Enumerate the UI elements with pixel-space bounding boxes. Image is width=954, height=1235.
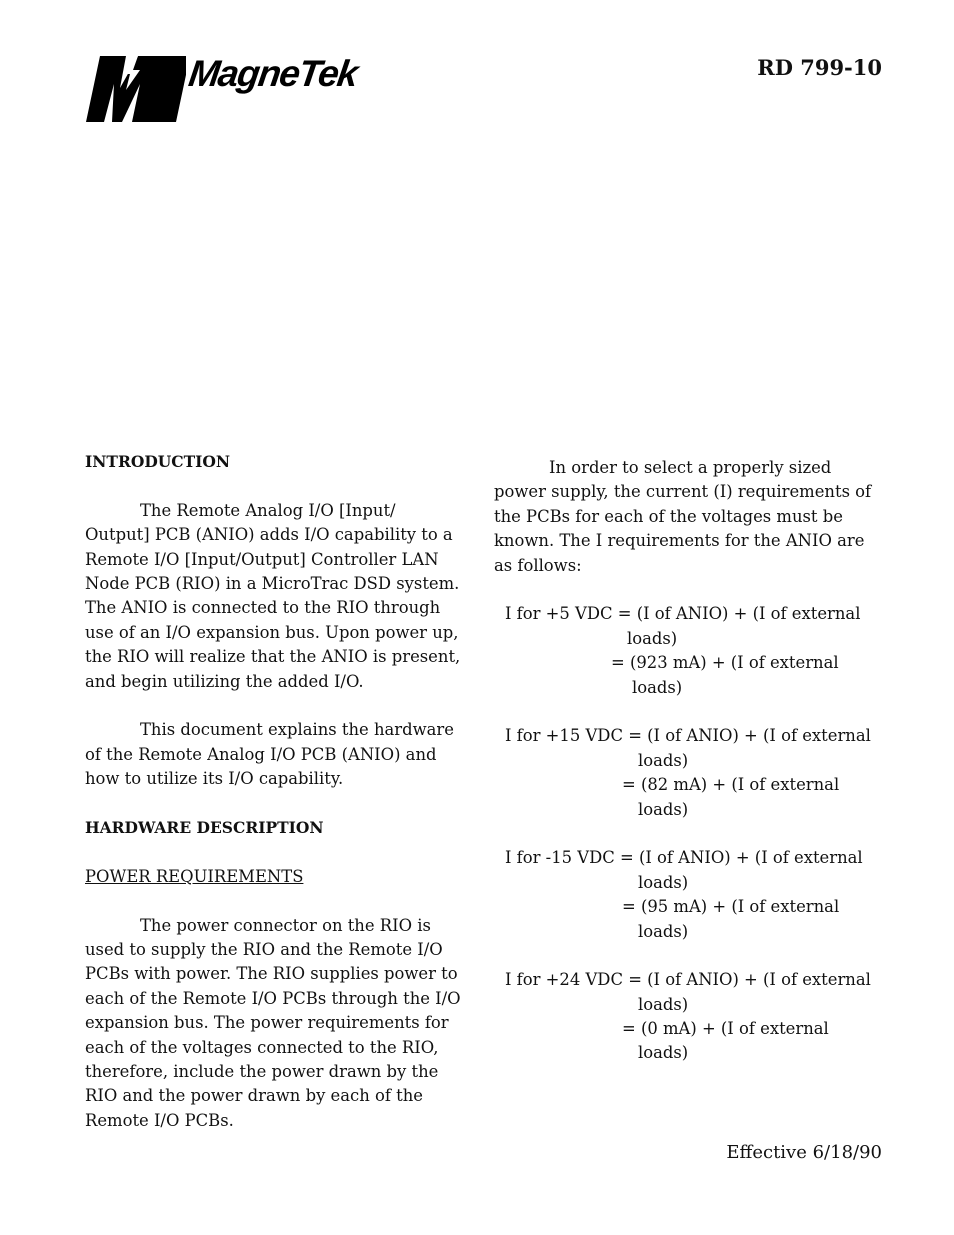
brand-name: MagneTek — [186, 53, 360, 94]
introduction-paragraph-2: This document explains the hardware of the Remote Analog I/O PCB (ANIO) and how to utilize its I/O capability. — [85, 720, 454, 789]
equation-line: loads) — [638, 750, 689, 770]
equation-plus-24-vdc — [494, 968, 884, 1066]
document-number: RD 799-10 — [757, 55, 882, 80]
equation-line: loads) — [632, 677, 683, 697]
effective-date: Effective 6/18/90 — [726, 1142, 882, 1163]
left-column — [85, 450, 465, 1158]
equation-line: loads) — [638, 799, 689, 819]
equation-line: = (95 mA) + (I of external — [622, 897, 840, 917]
equation-line: = (923 mA) + (I of external — [611, 653, 839, 673]
equation-plus-15-vdc — [494, 724, 884, 822]
current-requirements-intro: In order to select a properly sized power supply, the current (I) requirements of the PCBs for each of the voltages must be known. The I requirements for the ANIO are as follows: — [494, 458, 872, 575]
equation-line: = (82 mA) + (I of external — [622, 775, 840, 795]
equation-line: I for +5 VDC = (I of ANIO) + (I of external — [505, 604, 861, 624]
equation-line: loads) — [638, 994, 689, 1014]
introduction-paragraph-1: The Remote Analog I/O [Input/ Output] PCB (ANIO) adds I/O capability to a Remote I/O [Input/Output] Controller LAN Node PCB (RIO) in a MicroTrac DSD system. The ANIO is connected to the RIO through use of an I/O expansion bus. Upon power up, the RIO will realize that the ANIO is present, and begin utilizing the added I/O. — [85, 500, 461, 691]
power-requirements-paragraph: The power connector on the RIO is used to supply the RIO and the Remote I/O PCBs with power. The RIO supplies power to each of the Remote I/O PCBs through the I/O expansion bus. The power requirements for each of the voltages connected to the RIO, therefore, include the power drawn by the RIO and the power drawn by each of the Remote I/O PCBs. — [85, 915, 461, 1130]
equation-line: I for +24 VDC = (I of ANIO) + (I of external — [505, 970, 871, 990]
equation-line: I for +15 VDC = (I of ANIO) + (I of external — [505, 726, 871, 746]
equation-plus-5-vdc — [494, 602, 884, 700]
equation-line: loads) — [627, 628, 678, 648]
introduction-heading: INTRODUCTION — [85, 452, 231, 471]
equation-line: loads) — [638, 872, 689, 892]
equation-line: = (0 mA) + (I of external — [622, 1019, 829, 1039]
equation-minus-15-vdc — [494, 846, 884, 944]
magnetek-logo — [86, 54, 368, 124]
equation-line: loads) — [638, 921, 689, 941]
hardware-description-heading: HARDWARE DESCRIPTION — [85, 818, 324, 838]
equation-line: loads) — [638, 1043, 689, 1063]
right-column — [494, 456, 884, 1066]
equation-line: I for -15 VDC = (I of ANIO) + (I of external — [505, 848, 863, 868]
power-requirements-subheading: POWER REQUIREMENTS — [85, 866, 304, 886]
lightning-m-logo-icon — [86, 54, 186, 124]
